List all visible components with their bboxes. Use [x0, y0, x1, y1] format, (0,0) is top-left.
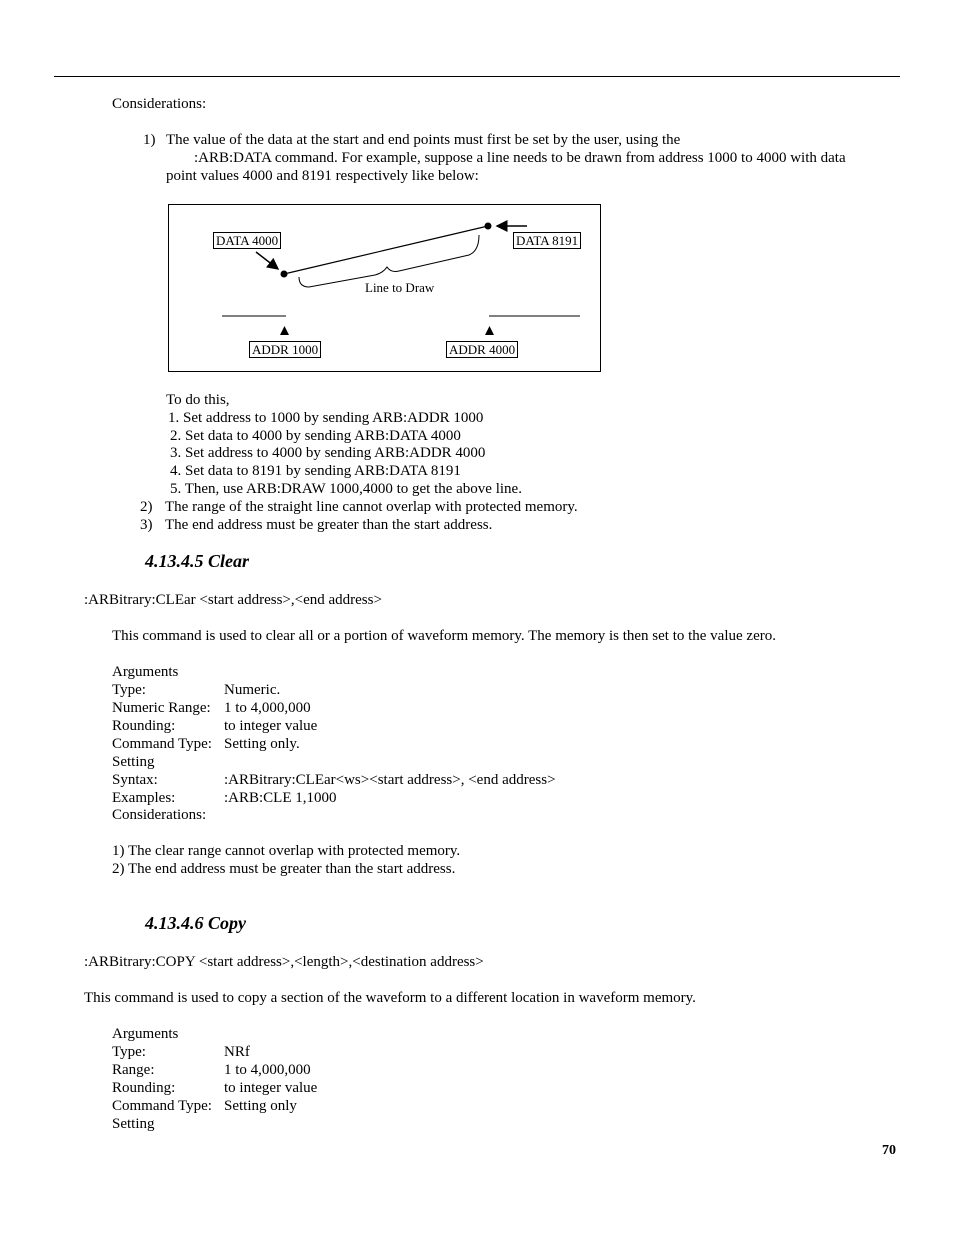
arg-value: Setting only.: [224, 736, 300, 752]
arg-value: 1 to 4,000,000: [224, 1062, 311, 1078]
arg-value: NRf: [224, 1044, 250, 1060]
item1-line1: The value of the data at the start and end points must first be set by the user, using the: [166, 132, 681, 148]
step-1: 1. Set address to 1000 by sending ARB:ADDR 1000: [168, 410, 484, 426]
clear-arg-row: [112, 789, 337, 807]
line-draw-figure: [168, 204, 601, 372]
arg-value: :ARBitrary:CLEar<ws><start address>, <end address>: [224, 772, 556, 788]
copy-arg-row: [112, 1061, 311, 1079]
copy-heading: 4.13.4.6 Copy: [145, 913, 246, 933]
clear-arg-row: [112, 753, 224, 771]
arg-value: 1 to 4,000,000: [224, 700, 311, 716]
step-2: 2. Set data to 4000 by sending ARB:DATA 4000: [170, 428, 461, 444]
item3-number: 3): [140, 517, 153, 533]
clear-syntax-line: :ARBitrary:CLEar <start address>,<end address>: [84, 592, 382, 608]
addr-start-label: ADDR 1000: [249, 341, 321, 358]
clear-description: This command is used to clear all or a portion of waveform memory. The memory is then set to the value zero.: [112, 628, 776, 644]
clear-arg-row: [112, 806, 224, 824]
clear-heading: 4.13.4.5 Clear: [145, 551, 250, 571]
clear-arg-row: [112, 699, 311, 717]
copy-arg-row: [112, 1079, 317, 1097]
arg-label: Range:: [112, 1062, 155, 1078]
addr-end-label: ADDR 4000: [446, 341, 518, 358]
arg-label: Type:: [112, 682, 146, 698]
copy-syntax-line: :ARBitrary:COPY <start address>,<length>,<destination address>: [84, 954, 484, 970]
arg-label: Syntax:: [112, 772, 158, 788]
arg-value: Setting only: [224, 1098, 297, 1114]
copy-arg-row: [112, 1097, 297, 1115]
clear-arg-row: [112, 681, 280, 699]
copy-description: This command is used to copy a section of the waveform to a different location in waveform memory.: [84, 990, 696, 1006]
page-number: 70: [882, 1143, 896, 1158]
data-end-label: DATA 8191: [513, 232, 581, 249]
addr-start-pointer: [280, 326, 289, 335]
copy-arguments-heading: Arguments: [112, 1026, 179, 1042]
clear-consideration-2: 2) The end address must be greater than the start address.: [112, 861, 456, 877]
copy-arg-row: [112, 1043, 250, 1061]
step-4: 4. Set data to 8191 by sending ARB:DATA 8191: [170, 463, 461, 479]
arg-label: Type:: [112, 1044, 146, 1060]
arg-label: Examples:: [112, 790, 176, 806]
clear-arg-row: [112, 717, 317, 735]
arg-label: Command Type:: [112, 1098, 212, 1114]
clear-arg-row: [112, 735, 300, 753]
step-3: 3. Set address to 4000 by sending ARB:ADDR 4000: [170, 445, 486, 461]
steps-intro: To do this,: [166, 392, 230, 408]
arg-value: Numeric.: [224, 682, 281, 698]
clear-arg-row: [112, 771, 556, 789]
arg-label: Rounding:: [112, 1080, 176, 1096]
start-point: [281, 271, 288, 278]
item1-number: 1): [143, 132, 156, 148]
arg-label: Considerations:: [112, 807, 207, 823]
arg-label: Command Type:: [112, 736, 212, 752]
item2-number: 2): [140, 499, 153, 515]
arg-value: to integer value: [224, 1080, 318, 1096]
arg-label: Rounding:: [112, 718, 176, 734]
line-to-draw-label: Line to Draw: [365, 280, 435, 295]
arg-label: Setting: [112, 754, 155, 770]
item2-text: The range of the straight line cannot overlap with protected memory.: [165, 499, 578, 515]
clear-consideration-1: 1) The clear range cannot overlap with protected memory.: [112, 843, 461, 859]
item3-text: The end address must be greater than the start address.: [165, 517, 493, 533]
data-start-label: DATA 4000: [213, 232, 281, 249]
addr-end-pointer: [485, 326, 494, 335]
item1-line3: point values 4000 and 8191 respectively like below:: [166, 168, 479, 184]
arg-value: :ARB:CLE 1,1000: [224, 790, 337, 806]
step-5: 5. Then, use ARB:DRAW 1000,4000 to get the above line.: [170, 481, 522, 497]
copy-arg-row: [112, 1115, 224, 1133]
drawn-line: [284, 226, 488, 274]
data-start-arrow: [256, 252, 278, 269]
clear-arguments-heading: Arguments: [112, 664, 179, 680]
item1-line2: :ARB:DATA command. For example, suppose a line needs to be drawn from address 1000 to 4000 with data: [194, 150, 846, 166]
end-point: [485, 223, 492, 230]
arg-label: Numeric Range:: [112, 700, 211, 716]
header-rule: [54, 76, 900, 77]
arg-label: Setting: [112, 1116, 155, 1132]
considerations-heading: Considerations:: [112, 96, 207, 112]
arg-value: to integer value: [224, 718, 318, 734]
